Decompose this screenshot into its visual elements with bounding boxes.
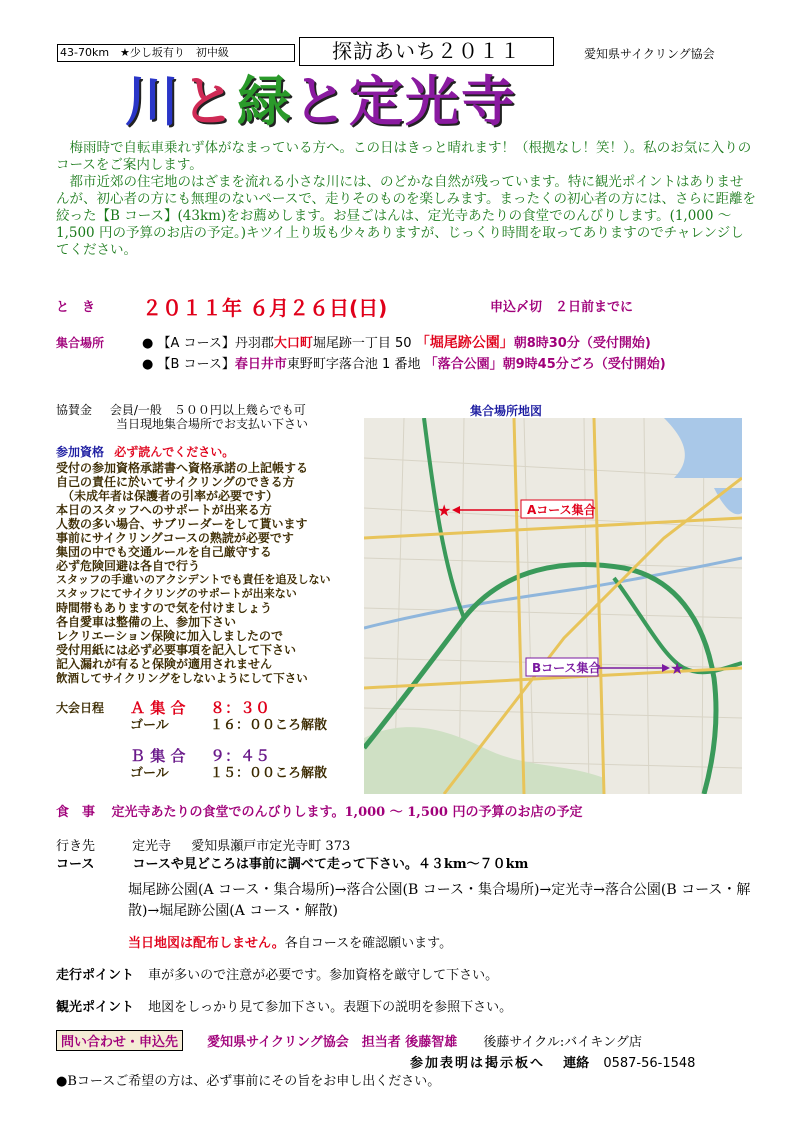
requirement-item: 受付の参加資格承諾書へ資格承諾の上記帳する (56, 461, 309, 475)
sightseeing-label: 観光ポイント (56, 1000, 135, 1015)
venue-b-time: 朝9時45分ごろ（受付開始) (502, 357, 666, 372)
intro-paragraph: 都市近郊の住宅地のはざまを流れる小さな川には、のどかな自然が残っています。特に観光ポイントはありませんが、初心者の方にも無理のないペースで、走りそのものを楽しみます。まったくの初心者の方には、さらに距離を絞った【B コース】(43km)をお薦めします。お昼ごはんは、定光寺あたりの食堂でのんびりします。(1,000 ～ 1,500 円の予算のお店の予定。)キツイ上り坂も少々ありますが、じっくり時間を取ってありますのでチャレンジしてください。 (56, 174, 756, 258)
schedule-b-name: Ｂ 集 合 (130, 747, 186, 765)
contact-shop: 後藤サイクル:バイキング店 (483, 1035, 642, 1050)
star-b-icon: ★ (670, 659, 685, 678)
fee-label: 協賛金 (56, 403, 93, 417)
contact-org: 愛知県サイクリング協会 担当者 後藤智雄 (207, 1035, 458, 1050)
phone-number: 0587-56-1548 (603, 1056, 696, 1071)
requirement-item: 事前にサイクリングコースの熟読が必要です (56, 531, 294, 545)
date-row (56, 292, 756, 318)
venue-a-time: 朝8時30分（受付開始) (513, 336, 651, 351)
requirement-item: 記入漏れが有ると保険が適用されません (56, 657, 273, 671)
course-label: コース (56, 857, 95, 872)
requirements-must: 必ず読んでください。 (114, 445, 235, 459)
title-part-4: と定光寺 (293, 70, 517, 133)
bullet-icon: ● (142, 357, 154, 372)
meal-label: 食 事 (56, 805, 96, 820)
schedule-section (56, 700, 366, 782)
course-tag: 43-70km ★少し坂有り 初中級 (57, 44, 295, 62)
destination-name: 定光寺 (132, 839, 172, 854)
intro-text (56, 140, 756, 259)
requirement-item: 集団の中でも交通ルールを自己厳守する (56, 545, 272, 559)
schedule-a-time: ８：３０ (210, 699, 271, 717)
series-title: 探訪あいち２０１１ (299, 37, 554, 66)
contact-box: 問い合わせ・申込先 (56, 1030, 183, 1051)
requirement-item: 時間帯もありますので気を付けましょう (56, 601, 273, 615)
schedule-a-goal-label: ゴール (130, 718, 169, 733)
page-title (125, 66, 685, 138)
schedule-a-goal: １６：００ころ解散 (210, 718, 328, 733)
meal-section (56, 804, 776, 822)
phone-label: 連絡 (563, 1056, 590, 1071)
fee-section (56, 403, 356, 431)
destination-label: 行き先 (56, 839, 96, 854)
requirements-label: 参加資格 (56, 445, 105, 459)
requirement-item: 受付用紙には必ず必要事項を記入して下さい (56, 643, 297, 657)
board-link[interactable]: 参加表明は掲示板へ (410, 1056, 546, 1071)
sightseeing-section (56, 996, 512, 1015)
map-label-a: Aコース集合 (527, 503, 596, 517)
destination-section (56, 838, 776, 874)
destination-address: 愛知県瀬戸市定光寺町 373 (191, 839, 351, 854)
requirement-item: 人数の多い場合、サブリーダーをして貰います (56, 517, 308, 531)
requirement-item: 本日のスタッフへのサポートが出来る方 (56, 503, 272, 517)
sightseeing-text: 地図をしっかり見て参加下さい。表題下の説明を参照下さい。 (148, 1000, 513, 1015)
venue-a-park: 「堀尾跡公園」 (415, 335, 514, 351)
contact-section (56, 1030, 776, 1051)
meeting-map (364, 418, 742, 794)
driving-label: 走行ポイント (56, 968, 135, 983)
map-title: 集合場所地図 (470, 404, 543, 418)
map-graphic (364, 418, 742, 794)
board-row (410, 1052, 695, 1071)
fee-line-2: 当日現地集合場所でお支払い下さい (116, 417, 309, 431)
schedule-b-goal-label: ゴール (130, 766, 169, 781)
venue-b-city: 春日井市 (234, 357, 287, 372)
requirements-section (56, 445, 366, 685)
date-label: と き (56, 300, 96, 315)
driving-text: 車が多いので注意が必要です。参加資格を厳守して下さい。 (148, 968, 499, 983)
intro-paragraph: 梅雨時で自転車乗れず体がなまっている方へ。この日はきっと晴れます！（根拠なし！笑！）。私のお気に入りのコースをご案内します。 (56, 140, 752, 173)
map-notice-rest: 各自コースを確認願います。 (284, 936, 453, 951)
schedule-b-time: ９：４５ (210, 747, 271, 765)
meal-text: 定光寺あたりの食堂でのんびりします。1,000 ～ 1,500 円の予算のお店の予定 (111, 805, 583, 820)
requirement-item: 必ず危険回避は各自で行う (56, 559, 201, 573)
schedule-label: 大会日程 (56, 701, 105, 715)
requirement-item: スタッフの手違いのアクシデントでも責任を追及しない (56, 573, 331, 586)
schedule-b-goal: １５：００ころ解散 (210, 766, 328, 781)
map-notice-strong: 当日地図は配布しません。 (128, 936, 285, 951)
fee-line-1: 会員/一般 ５００円以上幾らでも可 (109, 403, 306, 417)
map-label-b: Bコース集合 (532, 661, 601, 675)
venue-b: ● 【B コース】春日井市東野町字落合池 1 番地 「落合公園」朝9時45分ごろ（受付開始) (142, 357, 666, 372)
requirement-item: スタッフにてサイクリングのサポートが出来ない (56, 587, 297, 600)
deadline: 申込〆切 ２日前までに (490, 300, 634, 315)
map-notice (128, 932, 452, 951)
bullet-icon: ● (142, 336, 154, 351)
schedule-a-name: Ａ 集 合 (130, 699, 186, 717)
venue-label: 集合場所 (56, 336, 105, 350)
requirement-item: レクリエーション保険に加入しましたので (56, 629, 284, 643)
requirement-item: 各自愛車は整備の上、参加下さい (56, 615, 237, 629)
event-date: ２０１１年 ６月２６日(日) (142, 296, 388, 320)
driving-section (56, 964, 498, 983)
title-part-3: 緑 (237, 70, 293, 133)
requirement-item: 飲酒してサイクリングをしないようにして下さい (56, 671, 308, 685)
course-b-note: ●Bコースご希望の方は、必ず事前にその旨をお申し出ください。 (56, 1074, 441, 1089)
venue-a-town: 大口町 (273, 336, 313, 351)
course-route: 堀尾跡公園(A コース・集合場所)→落合公園(B コース・集合場所)→定光寺→落合公園(B コース・解散)→堀尾跡公園(A コース・解散) (128, 882, 751, 919)
title-part-2: と (181, 70, 237, 133)
course-text: コースや見どころは事前に調べて走って下さい。４３km～７０km (132, 857, 529, 872)
requirement-item: （未成年者は保護者の引率が必要です） (56, 489, 279, 503)
venue-b-park: 「落合公園」 (424, 357, 503, 372)
requirement-item: 自己の責任に於いてサイクリングのできる方 (56, 475, 295, 489)
title-part-1: 川 (125, 70, 181, 133)
organizer: 愛知県サイクリング協会 (584, 47, 715, 61)
venue-a: ● 【A コース】丹羽郡大口町堀尾跡一丁目 50 「堀尾跡公園」朝8時30分（受付開始) (142, 335, 651, 351)
star-a-icon: ★ (437, 501, 452, 520)
